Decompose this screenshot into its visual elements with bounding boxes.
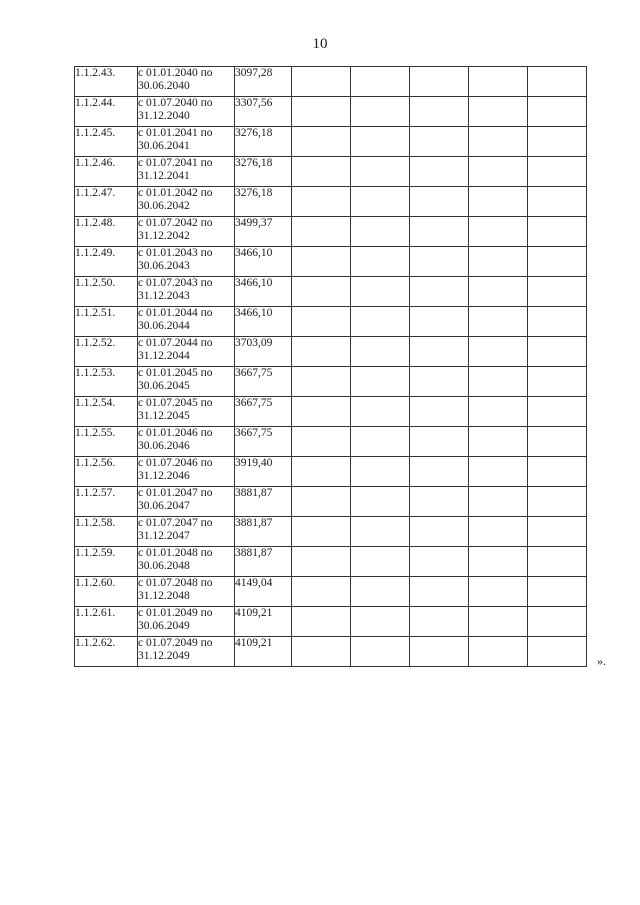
empty-cell [469,307,528,337]
period-cell: с 01.07.2044 по 31.12.2044 [138,337,235,367]
empty-cell [292,67,351,97]
period-cell: с 01.01.2047 по 30.06.2047 [138,487,235,517]
empty-cell [469,67,528,97]
table-row [75,637,587,667]
empty-cell [528,217,587,247]
empty-cell [528,487,587,517]
empty-cell [292,577,351,607]
empty-cell [292,427,351,457]
table-row [75,517,587,547]
empty-cell [292,547,351,577]
closing-quote-mark: ». [597,654,606,668]
empty-cell [351,247,410,277]
empty-cell [292,217,351,247]
empty-cell [292,487,351,517]
price-cell: 4109,21 [235,607,292,637]
empty-cell [292,367,351,397]
empty-cell [528,367,587,397]
table-row [75,127,587,157]
price-cell: 4149,04 [235,577,292,607]
period-cell: с 01.07.2049 по 31.12.2049 [138,637,235,667]
table-row [75,187,587,217]
table-row [75,97,587,127]
empty-cell [410,637,469,667]
row-number-cell: 1.1.2.47. [75,187,138,217]
empty-cell [410,187,469,217]
table-row [75,157,587,187]
price-cell: 3276,18 [235,187,292,217]
empty-cell [410,157,469,187]
empty-cell [410,577,469,607]
table-row [75,577,587,607]
empty-cell [292,157,351,187]
empty-cell [410,337,469,367]
empty-cell [351,517,410,547]
empty-cell [469,517,528,547]
empty-cell [469,637,528,667]
empty-cell [351,307,410,337]
empty-cell [410,367,469,397]
row-number-cell: 1.1.2.45. [75,127,138,157]
table-row [75,67,587,97]
empty-cell [469,577,528,607]
table-row [75,367,587,397]
price-cell: 3703,09 [235,337,292,367]
empty-cell [410,457,469,487]
empty-cell [292,127,351,157]
row-number-cell: 1.1.2.56. [75,457,138,487]
empty-cell [351,397,410,427]
row-number-cell: 1.1.2.53. [75,367,138,397]
empty-cell [528,247,587,277]
table-row [75,457,587,487]
period-cell: с 01.01.2046 по 30.06.2046 [138,427,235,457]
period-cell: с 01.07.2040 по 31.12.2040 [138,97,235,127]
empty-cell [469,487,528,517]
period-cell: с 01.01.2048 по 30.06.2048 [138,547,235,577]
period-cell: с 01.07.2046 по 31.12.2046 [138,457,235,487]
price-cell: 3881,87 [235,487,292,517]
empty-cell [351,547,410,577]
price-cell: 3667,75 [235,427,292,457]
price-cell: 4109,21 [235,637,292,667]
empty-cell [528,187,587,217]
row-number-cell: 1.1.2.51. [75,307,138,337]
row-number-cell: 1.1.2.54. [75,397,138,427]
period-cell: с 01.07.2041 по 31.12.2041 [138,157,235,187]
price-cell: 3667,75 [235,367,292,397]
empty-cell [351,637,410,667]
empty-cell [528,517,587,547]
row-number-cell: 1.1.2.49. [75,247,138,277]
price-cell: 3881,87 [235,517,292,547]
row-number-cell: 1.1.2.61. [75,607,138,637]
price-cell: 3919,40 [235,457,292,487]
row-number-cell: 1.1.2.58. [75,517,138,547]
price-cell: 3307,56 [235,97,292,127]
empty-cell [351,457,410,487]
price-cell: 3466,10 [235,277,292,307]
table-row [75,247,587,277]
empty-cell [351,487,410,517]
empty-cell [528,607,587,637]
empty-cell [469,97,528,127]
empty-cell [528,337,587,367]
empty-cell [292,277,351,307]
table-row [75,307,587,337]
empty-cell [528,127,587,157]
empty-cell [469,277,528,307]
period-cell: с 01.01.2044 по 30.06.2044 [138,307,235,337]
row-number-cell: 1.1.2.48. [75,217,138,247]
empty-cell [469,547,528,577]
empty-cell [528,67,587,97]
page-number: 10 [312,36,328,52]
empty-cell [410,247,469,277]
empty-cell [351,577,410,607]
empty-cell [292,187,351,217]
price-cell: 3881,87 [235,547,292,577]
tariff-table [74,66,587,667]
empty-cell [292,307,351,337]
empty-cell [528,277,587,307]
row-number-cell: 1.1.2.46. [75,157,138,187]
empty-cell [528,307,587,337]
empty-cell [292,457,351,487]
row-number-cell: 1.1.2.43. [75,67,138,97]
row-number-cell: 1.1.2.62. [75,637,138,667]
period-cell: с 01.01.2043 по 30.06.2043 [138,247,235,277]
price-cell: 3499,37 [235,217,292,247]
empty-cell [410,127,469,157]
period-cell: с 01.01.2040 по 30.06.2040 [138,67,235,97]
empty-cell [528,547,587,577]
empty-cell [351,97,410,127]
period-cell: с 01.01.2042 по 30.06.2042 [138,187,235,217]
empty-cell [351,157,410,187]
empty-cell [410,547,469,577]
empty-cell [410,397,469,427]
price-cell: 3097,28 [235,67,292,97]
empty-cell [410,307,469,337]
empty-cell [410,67,469,97]
empty-cell [410,217,469,247]
empty-cell [351,217,410,247]
empty-cell [528,637,587,667]
empty-cell [351,277,410,307]
empty-cell [469,457,528,487]
price-cell: 3276,18 [235,127,292,157]
empty-cell [469,127,528,157]
table-row [75,337,587,367]
empty-cell [410,517,469,547]
table-row [75,217,587,247]
period-cell: с 01.07.2047 по 31.12.2047 [138,517,235,547]
empty-cell [469,607,528,637]
empty-cell [351,67,410,97]
empty-cell [292,517,351,547]
table-row [75,427,587,457]
period-cell: с 01.07.2042 по 31.12.2042 [138,217,235,247]
empty-cell [528,577,587,607]
row-number-cell: 1.1.2.52. [75,337,138,367]
empty-cell [528,97,587,127]
price-cell: 3276,18 [235,157,292,187]
empty-cell [351,187,410,217]
empty-cell [410,607,469,637]
period-cell: с 01.01.2049 по 30.06.2049 [138,607,235,637]
empty-cell [351,607,410,637]
empty-cell [469,427,528,457]
row-number-cell: 1.1.2.50. [75,277,138,307]
price-cell: 3667,75 [235,397,292,427]
table-row [75,607,587,637]
empty-cell [292,637,351,667]
empty-cell [410,427,469,457]
empty-cell [410,277,469,307]
empty-cell [292,97,351,127]
empty-cell [528,427,587,457]
empty-cell [292,607,351,637]
empty-cell [292,247,351,277]
price-cell: 3466,10 [235,247,292,277]
row-number-cell: 1.1.2.44. [75,97,138,127]
empty-cell [528,397,587,427]
empty-cell [528,457,587,487]
empty-cell [410,97,469,127]
empty-cell [469,397,528,427]
empty-cell [469,337,528,367]
empty-cell [469,187,528,217]
price-cell: 3466,10 [235,307,292,337]
empty-cell [469,157,528,187]
period-cell: с 01.01.2041 по 30.06.2041 [138,127,235,157]
row-number-cell: 1.1.2.57. [75,487,138,517]
empty-cell [351,337,410,367]
empty-cell [469,247,528,277]
empty-cell [528,157,587,187]
table-row [75,547,587,577]
empty-cell [351,427,410,457]
row-number-cell: 1.1.2.59. [75,547,138,577]
row-number-cell: 1.1.2.60. [75,577,138,607]
empty-cell [351,127,410,157]
period-cell: с 01.07.2048 по 31.12.2048 [138,577,235,607]
period-cell: с 01.01.2045 по 30.06.2045 [138,367,235,397]
table-row [75,397,587,427]
empty-cell [410,487,469,517]
tariff-table-body [75,67,587,667]
empty-cell [292,397,351,427]
empty-cell [469,217,528,247]
empty-cell [469,367,528,397]
row-number-cell: 1.1.2.55. [75,427,138,457]
empty-cell [351,367,410,397]
period-cell: с 01.07.2043 по 31.12.2043 [138,277,235,307]
period-cell: с 01.07.2045 по 31.12.2045 [138,397,235,427]
table-row [75,487,587,517]
empty-cell [292,337,351,367]
table-row [75,277,587,307]
